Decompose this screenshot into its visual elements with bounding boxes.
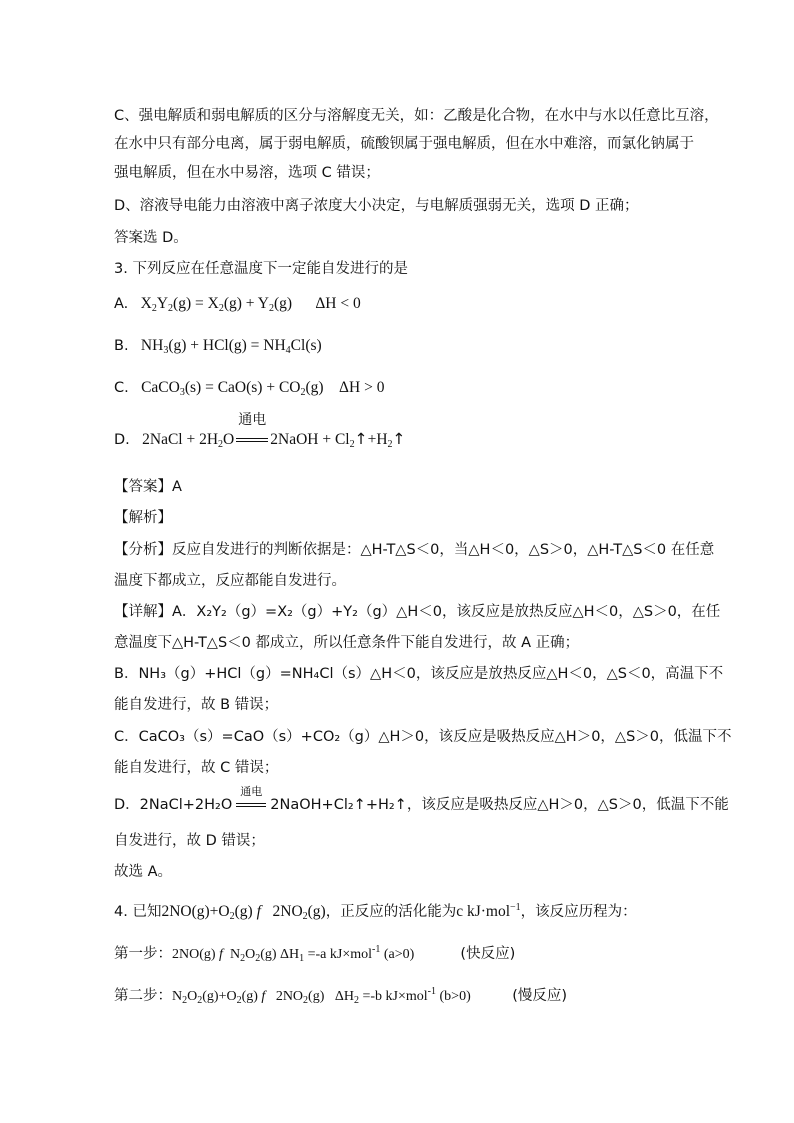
option-label: C. (114, 380, 129, 396)
answer-label: 【答案】 (114, 479, 172, 495)
question-3: 3. 下列反应在任意温度下一定能自发进行的是 (114, 261, 408, 277)
option-label: A. (114, 296, 129, 312)
detail-c-line: C．CaCO₃（s）=CaO（s）+CO₂（g）△H＞0，该反应是吸热反应△H＞0，△S＞0，低温下不 (114, 729, 732, 745)
text-line: C、强电解质和弱电解质的区分与溶解度无关，如：乙酸是化合物，在水中与水以任意比互溶， (114, 108, 719, 124)
question-4: 4. 已知$2NO(g)+O_2(g)$ f $2NO_2(g)$，正反应的活化能为c kJ·mol$^{-1}$，该反应历程为： (114, 902, 637, 922)
detail-a-line: 【详解】A．X₂Y₂（g）=X₂（g）+Y₂（g）△H＜0，该反应是放热反应△H＜0，△S＞0，在任 (114, 604, 721, 620)
detail-d-line: D．2NaCl+2H₂O 通电 2NaOH+Cl₂↑+H₂↑，该反应是吸热反应△H＞0，△S＞0，低温下不能 (114, 795, 729, 815)
option-d (114, 413, 406, 455)
fenxi-line: 【分析】反应自发进行的判断依据是：△H-T△S＜0，当△H＜0，△S＞0，△H-T△S＜0 在任意 (114, 542, 715, 558)
text-line: 在水中只有部分电离，属于弱电解质，硫酸钡属于强电解质，但在水中难溶，而氯化钠属于 (114, 136, 694, 152)
condition-label: 通电 (240, 785, 263, 798)
fenxi-label: 【分析】 (114, 542, 172, 558)
fenxi-line: 温度下都成立，反应都能自发进行。 (114, 573, 346, 589)
detail-d-line: 自发进行，故 D 错误； (114, 833, 265, 849)
q4-equation: $2NO(g)+O_2(g)$ f $2NO_2(g)$ (161, 903, 326, 922)
detail-b-line: B．NH₃（g）+HCl（g）=NH₄Cl（s）△H＜0，该反应是放热反应△H＜0，△S＜0，高温下不 (114, 666, 724, 682)
answer-value: A (172, 479, 182, 495)
step-2-equation: $N_2O_2(g)+O_2(g)$ f $2NO_2(g)$ $\Delta H_2 =-b$ kJ×mol$^{-1}$ (b>0) (172, 986, 471, 1006)
step-2: 第二步：$N_2O_2(g)+O_2(g)$ f $2NO_2(g)$ $\Delta H_2 =-b$ kJ×mol$^{-1}$ (b>0) (慢反应) (114, 986, 568, 1006)
detail-c-line: 能自发进行，故 C 错误； (114, 760, 279, 776)
option-b (114, 336, 322, 361)
text-line: D、溶液导电能力由溶液中离子浓度大小决定，与电解质强弱无关，选项 D 正确； (114, 198, 639, 214)
option-c-equation: CaCO$_3$(s) = $CaO(s) + CO_2(g)$ ΔH > 0 (133, 379, 385, 398)
detail-label: 【详解】 (114, 604, 172, 620)
text-line: 强电解质，但在水中易溶，选项 C 错误； (114, 165, 380, 181)
analysis-heading: 【解析】 (114, 510, 172, 526)
option-a (114, 294, 361, 319)
option-c (114, 378, 384, 403)
text-line: 答案选 D。 (114, 230, 188, 246)
option-d-equation: 2NaCl + $2H_2O$ 通电 2NaOH + $Cl_2↑+H_2↑$ (134, 413, 406, 450)
condition-label: 通电 (238, 413, 267, 428)
step-1-equation: 2NO(g) f $N_2O_2(g)$ $\Delta H_1 =-a$ kJ×mol$^{-1}$ (a>0) (172, 944, 415, 964)
option-label: D. (114, 432, 130, 448)
step-label: 第二步： (114, 988, 172, 1004)
option-label: B. (114, 338, 129, 354)
option-a-equation: $X_2Y_2(g) = X_2(g) + Y_2(g)$ ΔH < 0 (132, 295, 361, 314)
conclusion: 故选 A。 (114, 864, 173, 880)
step-label: 第一步： (114, 946, 172, 962)
option-b-equation: $NH_3(g) + HCl(g) = NH_4Cl(s)$ (133, 337, 322, 356)
detail-a-line: 意温度下△H-T△S＜0 都成立，所以任意条件下能自发进行，故 A 正确； (114, 635, 580, 651)
detail-b-line: 能自发进行，故 B 错误； (114, 697, 279, 713)
answer (114, 477, 182, 497)
step-1: 第一步：2NO(g) f $N_2O_2(g)$ $\Delta H_1 =-a$ kJ×mol$^{-1}$ (a>0) (快反应) (114, 944, 516, 964)
activation-energy: c kJ·mol$^{-1}$ (456, 902, 521, 920)
